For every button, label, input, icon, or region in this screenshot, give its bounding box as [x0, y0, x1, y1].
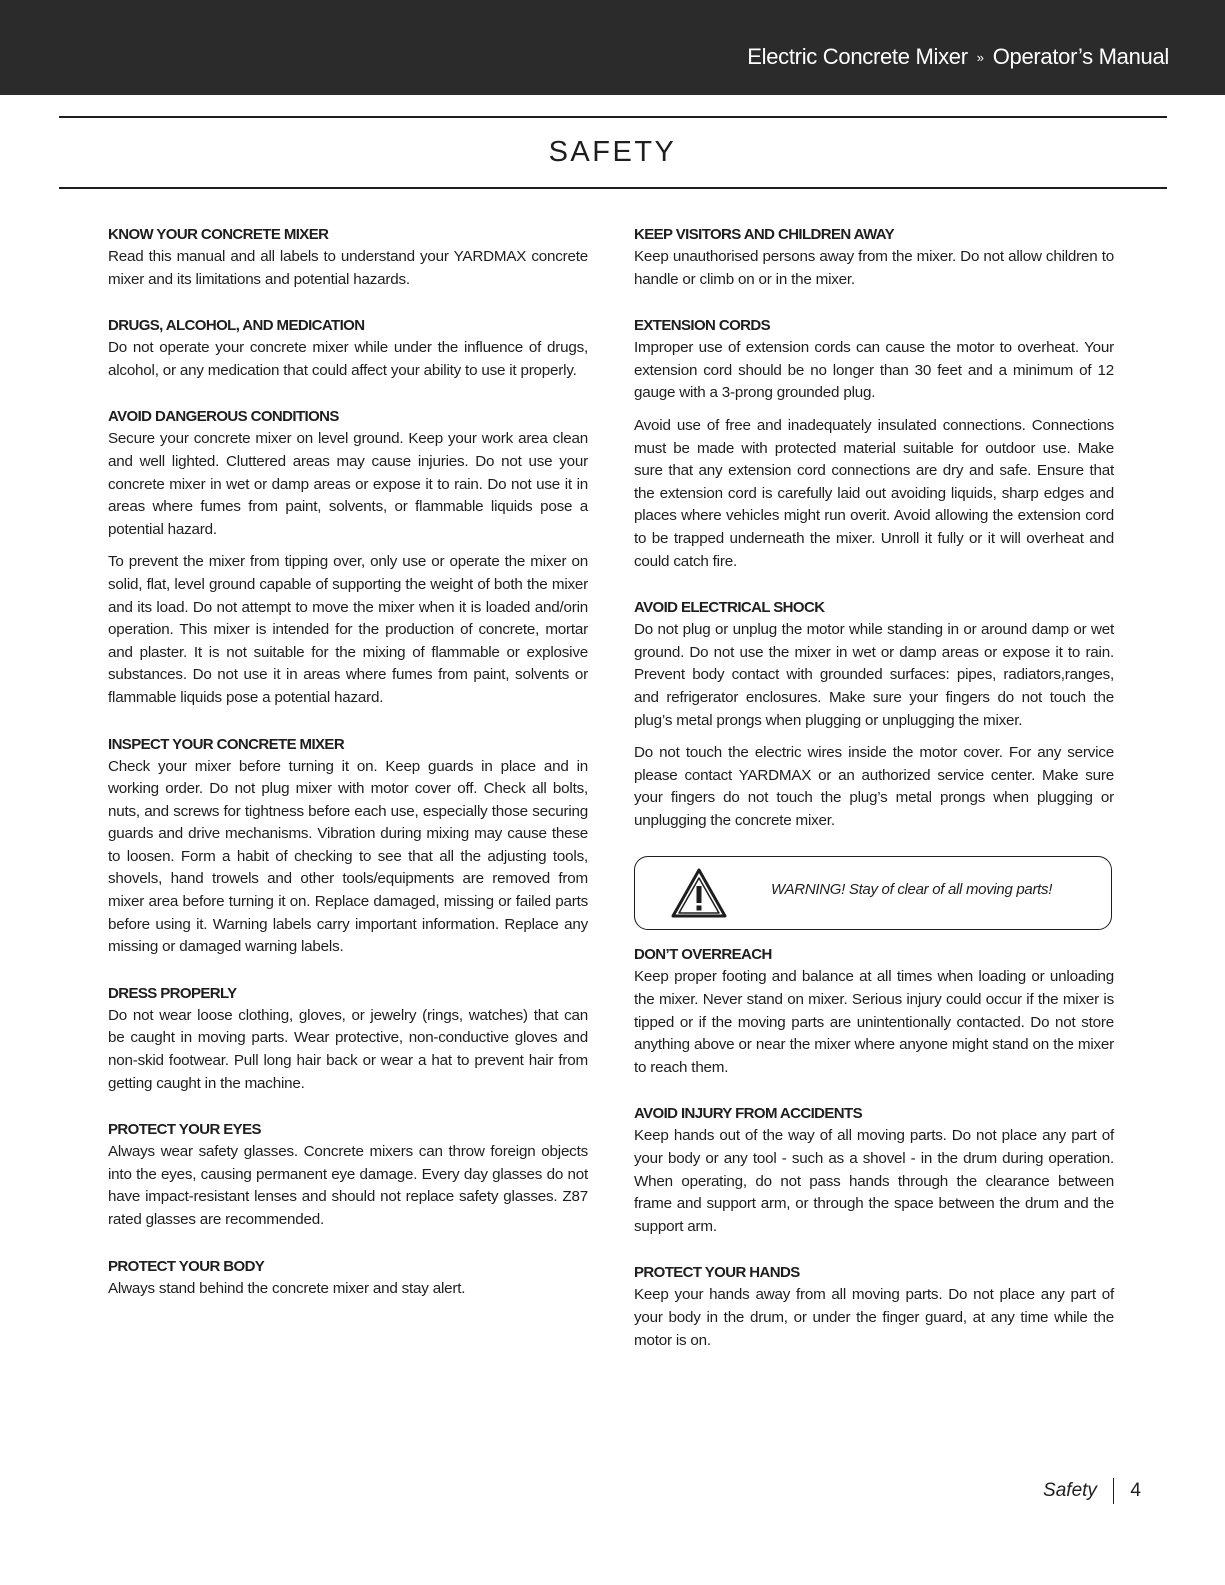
section-heading: AVOID DANGEROUS CONDITIONS — [108, 408, 339, 426]
page-title: SAFETY — [548, 136, 677, 168]
safety-section — [108, 1256, 588, 1301]
section-heading: DON’T OVERREACH — [634, 946, 772, 964]
right-sections-top — [634, 224, 1114, 832]
section-heading: EXTENSION CORDS — [634, 317, 771, 335]
safety-section — [108, 224, 588, 291]
warning-triangle-icon — [671, 867, 727, 919]
section-paragraph: Avoid use of free and inadequately insulated connections. Connections must be made with protected material suitable for outdoor use. Make sure that any extension cord connections are dry and safe. Ensure that the extension cord is carefully laid out avoiding liquids, sharp edges and places where vehicles might run overit. Avoid allowing the extension cord to be trapped underneath the mixer. Unroll it fully or it will overheat and could catch fire. — [634, 416, 1114, 570]
section-paragraph: To prevent the mixer from tipping over, only use or operate the mixer on solid, flat, level ground capable of supporting the weight of both the mixer and its load. Do not attempt to move the mixer when it is loaded and/orin operation. This mixer is intended for the production of concrete, mortar and plaster. It is not suitable for the mixing of flammable or explosive substances. Do not use it in areas where fumes from paint, solvents or flammable liquids pose a potential hazard. — [108, 553, 588, 706]
section-paragraph: Keep your hands away from all moving parts. Do not place any part of your body in the drum, or under the finger guard, at any time while the motor is on. — [634, 1286, 1114, 1349]
header-title — [747, 44, 1169, 70]
section-paragraph: Read this manual and all labels to understand your YARDMAX concrete mixer and its limitations and potential hazards. — [108, 248, 588, 288]
section-paragraph: Improper use of extension cords can cause the motor to overheat. Your extension cord should be no longer than 30 feet and a minimum of 12 gauge with a 3-prong grounded plug. — [634, 339, 1114, 402]
section-paragraph: Check your mixer before turning it on. Keep guards in place and in working order. Do not plug mixer with motor cover off. Check all bolts, nuts, and screws for tightness before each use, especially those securing guards and drive mechanisms. Vibration during mixing may cause these to loosen. Form a habit of checking to see that all the adjusting tools, shovels, hand trowels and other tools/equipments are removed from mixer area before turning it on. Replace damaged, missing or failed parts before using it. Warning labels carry important information. Replace any missing or damaged warning labels. — [108, 757, 588, 956]
safety-section — [108, 983, 588, 1095]
section-paragraph: Always wear safety glasses. Concrete mixers can throw foreign objects into the eyes, causing permanent eye damage. Every day glasses do not have impact-resistant lenses and should not replace safety glasses. Z87 rated glasses are recommended. — [108, 1143, 588, 1228]
page-number: 4 — [1130, 1480, 1141, 1502]
safety-section — [634, 224, 1114, 291]
section-heading: PROTECT YOUR HANDS — [634, 1264, 800, 1282]
safety-section — [108, 734, 588, 959]
safety-section — [634, 597, 1114, 832]
section-paragraph: Keep unauthorised persons away from the mixer. Do not allow children to handle or climb on or in the mixer. — [634, 248, 1114, 288]
section-heading: AVOID ELECTRICAL SHOCK — [634, 599, 825, 617]
section-heading: PROTECT YOUR EYES — [108, 1121, 261, 1139]
section-heading: AVOID INJURY FROM ACCIDENTS — [634, 1105, 862, 1123]
warning-box — [634, 856, 1112, 930]
section-heading: DRUGS, ALCOHOL, AND MEDICATION — [108, 317, 365, 335]
section-paragraph: Do not wear loose clothing, gloves, or jewelry (rings, watches) that can be caught in moving parts. Wear protective, non-conductive gloves and non-skid footwear. Pull long hair back or wear a hat to prevent hair from getting caught in the machine. — [108, 1006, 588, 1092]
section-paragraph: Do not plug or unplug the motor while standing in or around damp or wet ground. Do not use the mixer in wet or damp areas or expose it to rain. Prevent body contact with grounded surfaces: pipes, radiators,ranges, and refrigerator enclosures. Make sure your fingers do not touch the plug’s metal prongs when plugging or unplugging the mixer. — [634, 621, 1114, 729]
right-sections-bottom — [634, 944, 1114, 1352]
section-heading: KNOW YOUR CONCRETE MIXER — [108, 226, 329, 243]
section-heading: KEEP VISITORS AND CHILDREN AWAY — [634, 226, 895, 243]
doc-title: Electric Concrete Mixer — [747, 44, 968, 69]
footer-divider — [1113, 1478, 1115, 1504]
safety-section — [634, 1103, 1114, 1238]
left-column — [108, 224, 588, 1324]
safety-section — [108, 315, 588, 382]
section-paragraph: Keep hands out of the way of all moving parts. Do not place any part of your body or any tool - such as a shovel - in the drum during operation. When operating, do not pass hands through the clearance between frame and support arm, or through the space between the drum and the support arm. — [634, 1127, 1114, 1235]
header-bar — [0, 0, 1225, 95]
safety-section — [634, 315, 1114, 573]
safety-section — [108, 1119, 588, 1231]
section-paragraph: Do not operate your concrete mixer while under the influence of drugs, alcohol, or any medication that could affect your ability to use it properly. — [108, 339, 588, 379]
section-heading: INSPECT YOUR CONCRETE MIXER — [108, 735, 345, 753]
breadcrumb-separator: » — [976, 50, 984, 65]
section-heading: PROTECT YOUR BODY — [108, 1257, 265, 1275]
section-paragraph: Do not touch the electric wires inside the motor cover. For any service please contact YARDMAX or an authorized service center. Make sure your fingers do not touch the plug’s metal prongs when plugging or unplugging the concrete mixer. — [634, 744, 1114, 829]
section-paragraph: Secure your concrete mixer on level ground. Keep your work area clean and well lighted. Cluttered areas may cause injuries. Do not use your concrete mixer in wet or damp areas or expose it to rain. Do not use it in areas where fumes from paint, solvents, or flammable liquids pose a potential hazard. — [108, 430, 588, 538]
warning-text: WARNING! Stay of clear of all moving parts! — [771, 881, 1053, 899]
top-rule — [59, 116, 1167, 118]
safety-section — [634, 1262, 1114, 1352]
right-column — [634, 224, 1114, 1376]
footer-section: Safety — [1043, 1480, 1097, 1502]
page-footer — [1043, 1478, 1141, 1504]
safety-section — [108, 406, 588, 709]
doc-subtitle: Operator’s Manual — [992, 44, 1169, 69]
safety-section — [634, 944, 1114, 1079]
section-paragraph: Always stand behind the concrete mixer and stay alert. — [108, 1279, 466, 1297]
section-paragraph: Keep proper footing and balance at all times when loading or unloading the mixer. Never stand on mixer. Serious injury could occur if the mixer is tipped or if the moving parts are unintentionally contacted. Do not store anything above or near the mixer where anyone might stand on the mixer to reach them. — [634, 968, 1114, 1076]
section-heading: DRESS PROPERLY — [108, 984, 237, 1002]
bottom-rule — [59, 187, 1167, 189]
